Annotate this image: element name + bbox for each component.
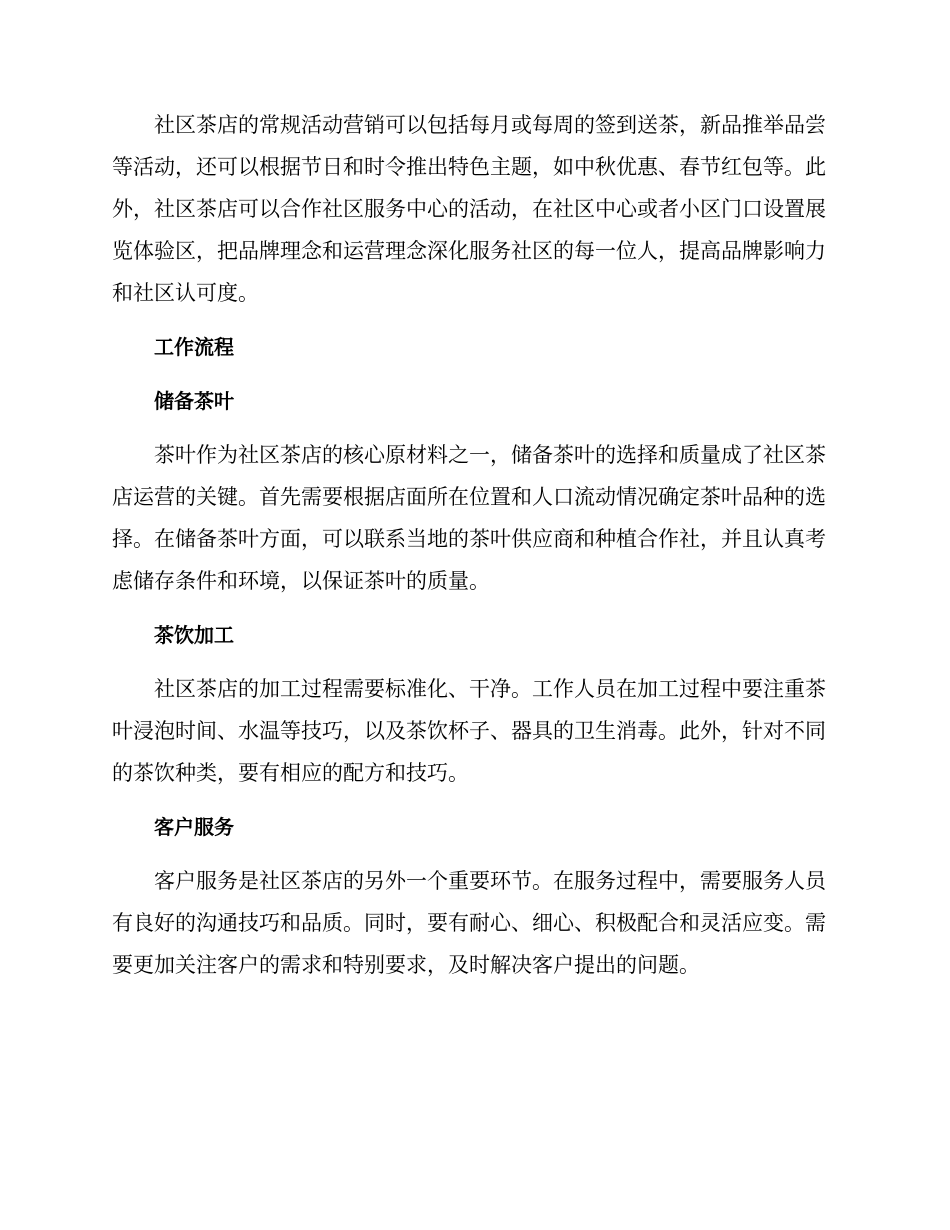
document-page	[112, 104, 836, 986]
paragraph-customer-service: 客户服务是社区茶店的另外一个重要环节。在服务过程中，需要服务人员有良好的沟通技巧和品质。同时，要有耐心、细心、积极配合和灵活应变。需要更加关注客户的需求和特别要求，及时解决客户提出的问题。	[112, 869, 826, 977]
spacer	[112, 422, 836, 434]
spacer	[112, 656, 836, 668]
paragraph-tea-storage: 茶叶作为社区茶店的核心原材料之一，储备茶叶的选择和质量成了社区茶店运营的关键。首先需要根据店面所在位置和人口流动情况确定茶叶品种的选择。在储备茶叶方面，可以联系当地的茶叶供应商和种植合作社，并且认真考虑储存条件和环境，以保证茶叶的质量。	[112, 443, 826, 593]
heading-workflow: 工作流程	[154, 335, 234, 359]
spacer	[112, 314, 836, 326]
paragraph-processing: 社区茶店的加工过程需要标准化、干净。工作人员在加工过程中要注重茶叶浸泡时间、水温等技巧，以及茶饮杯子、器具的卫生消毒。此外，针对不同的茶饮种类，要有相应的配方和技巧。	[112, 677, 826, 785]
spacer	[112, 368, 836, 380]
spacer	[112, 602, 836, 614]
heading-customer-service: 客户服务	[154, 815, 234, 839]
heading-processing: 茶饮加工	[154, 623, 234, 647]
paragraph-marketing: 社区茶店的常规活动营销可以包括每月或每周的签到送茶，新品推举品尝等活动，还可以根据节日和时令推出特色主题，如中秋优惠、春节红包等。此外，社区茶店可以合作社区服务中心的活动，在社区中心或者小区门口设置展览体验区，把品牌理念和运营理念深化服务社区的每一位人，提高品牌影响力和社区认可度。	[112, 113, 826, 305]
spacer	[112, 794, 836, 806]
spacer	[112, 848, 836, 860]
heading-tea-storage: 储备茶叶	[154, 389, 234, 413]
